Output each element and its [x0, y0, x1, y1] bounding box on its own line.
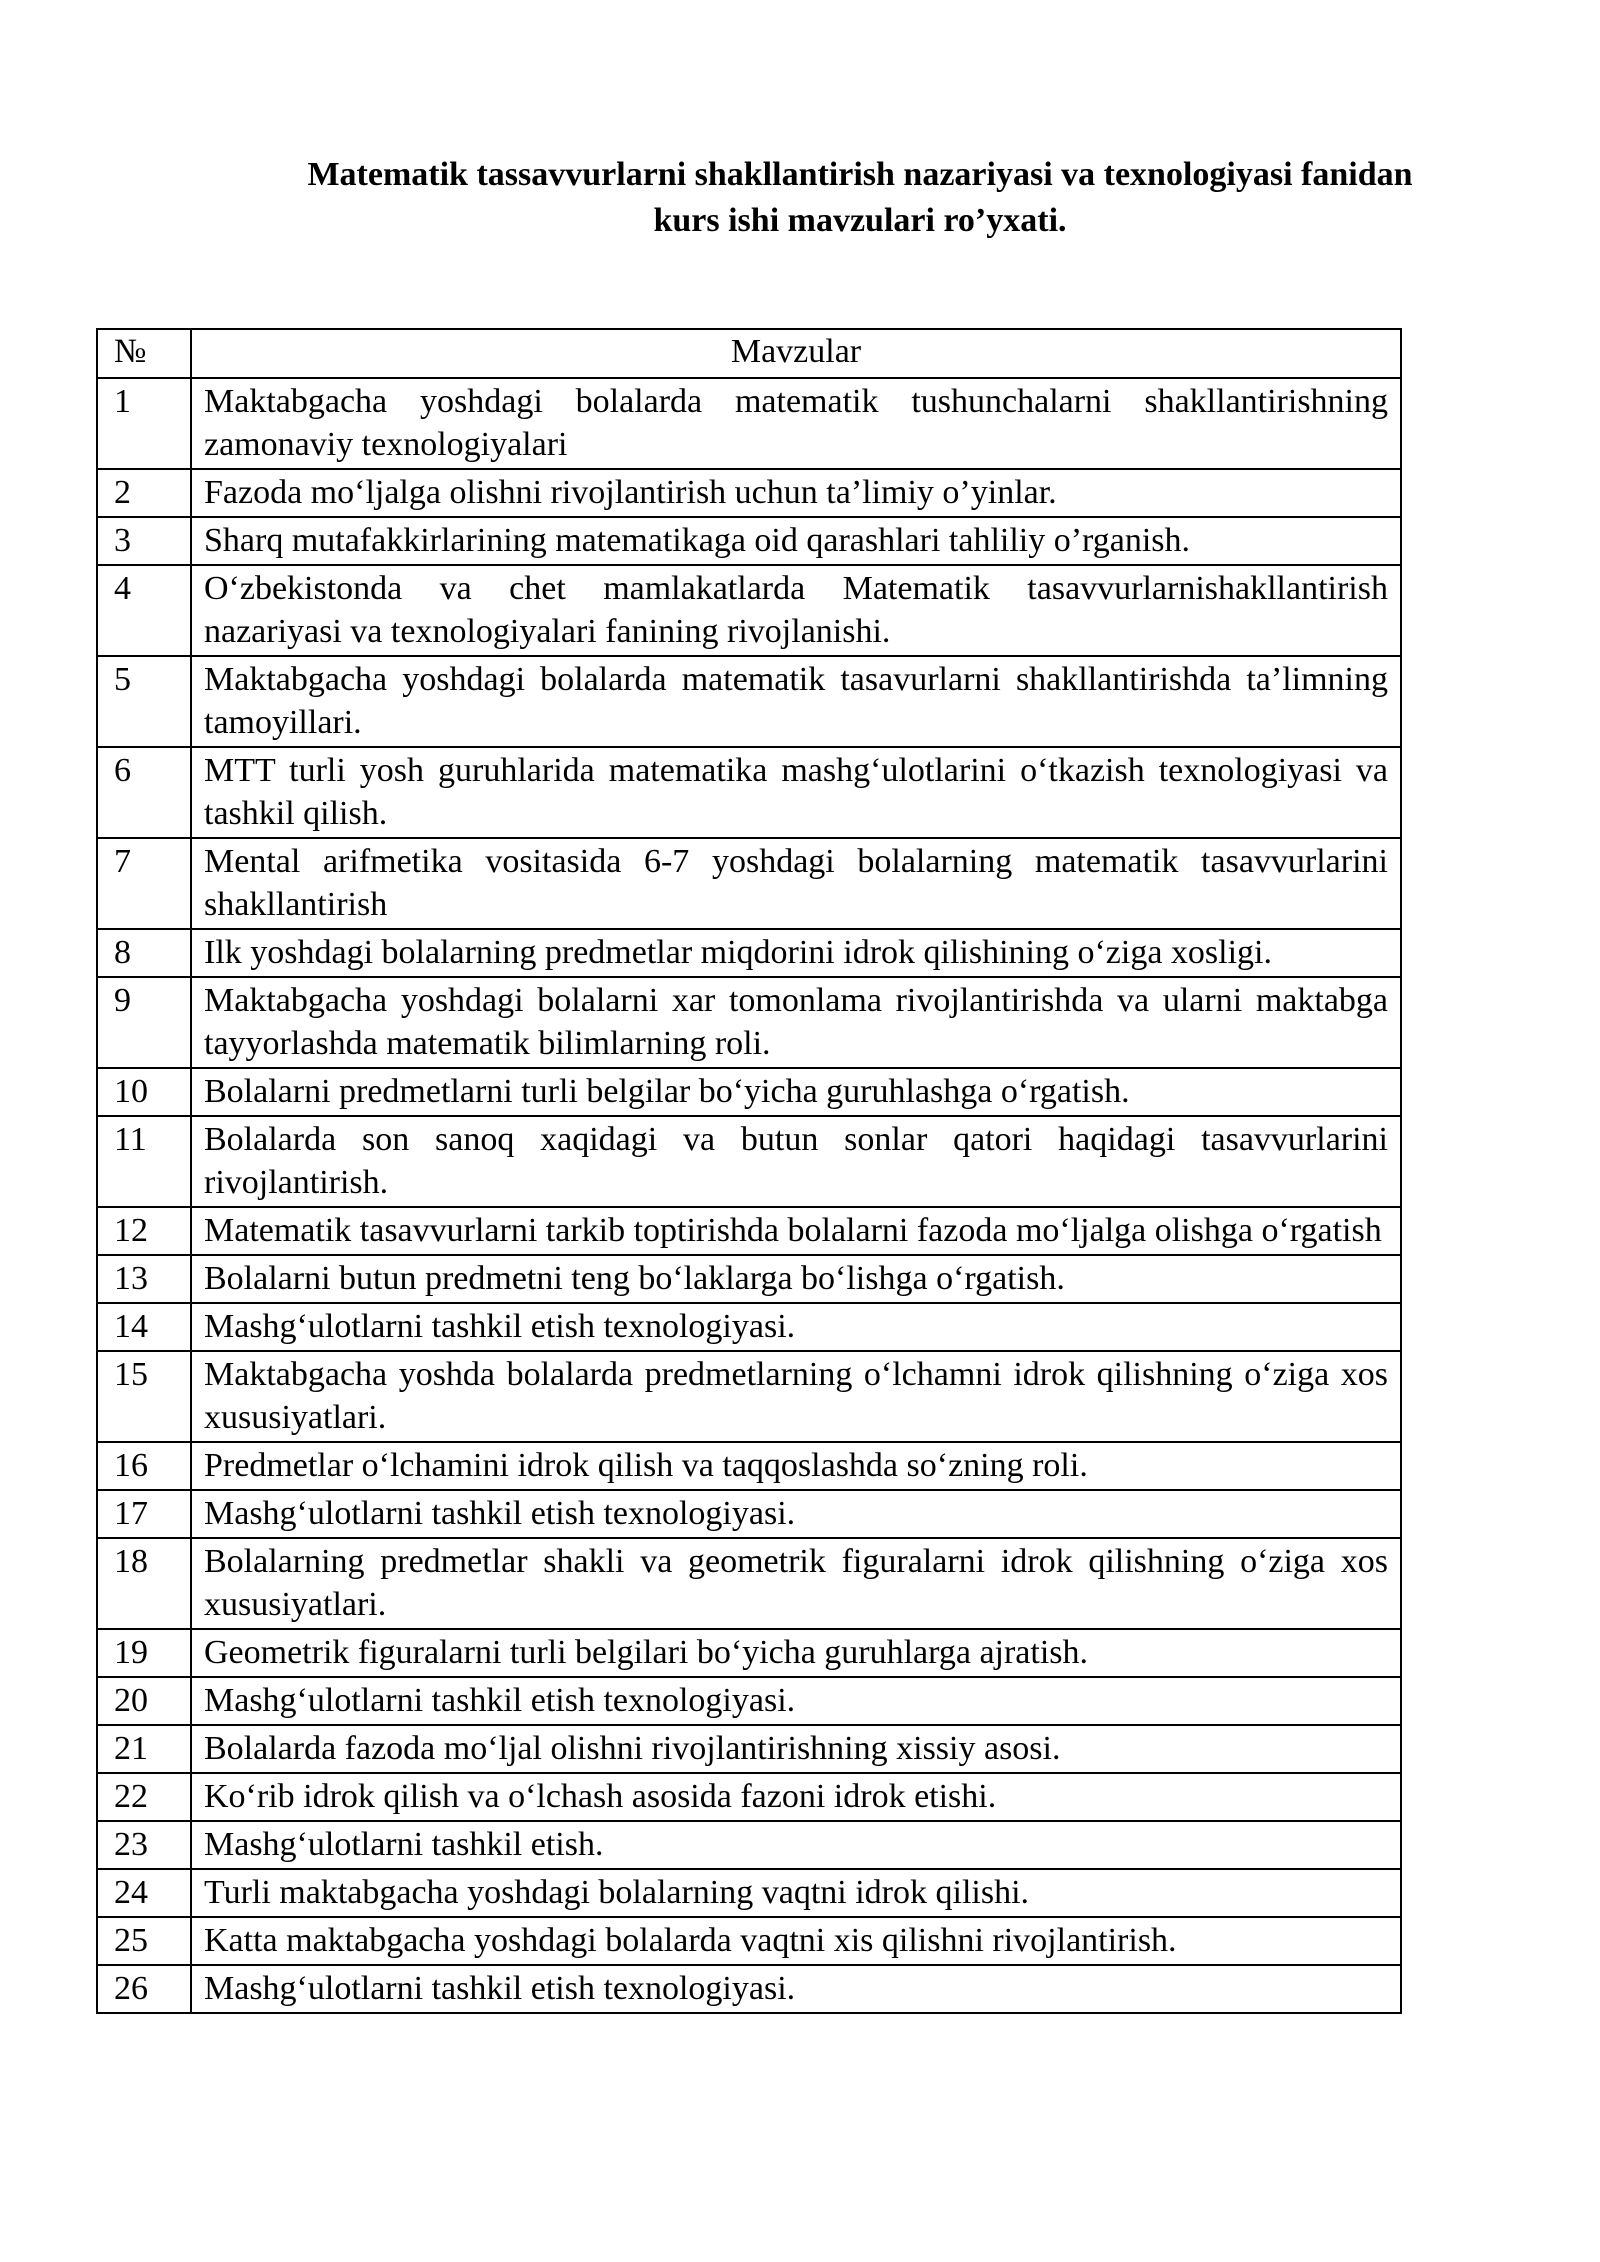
row-topic-cell: Mashg‘ulotlarni tashkil etish texnologiyasi. [191, 1303, 1401, 1351]
table-row [97, 1068, 1401, 1116]
header-number-cell [97, 329, 191, 378]
row-number-cell: 5 [97, 656, 191, 747]
table-row [97, 517, 1401, 565]
row-number-cell: 14 [97, 1303, 191, 1351]
document-title [240, 152, 1480, 244]
table-row [97, 1917, 1401, 1965]
row-topic-cell: MTT turli yosh guruhlarida matematika mashg‘ulotlarini o‘tkazish texnologiyasi va tashkil qilish. [191, 747, 1401, 838]
table-row [97, 747, 1401, 838]
row-number-cell: 17 [97, 1490, 191, 1538]
title-line-2: kurs ishi mavzulari ro’yxati. [653, 202, 1067, 239]
table-row [97, 1725, 1401, 1773]
header-number-label: № [114, 333, 147, 370]
row-number-cell: 15 [97, 1351, 191, 1442]
row-number-cell: 2 [97, 469, 191, 517]
row-number-cell: 4 [97, 565, 191, 656]
row-number-cell: 12 [97, 1207, 191, 1255]
table-row [97, 1351, 1401, 1442]
row-topic-cell: Matematik tasavvurlarni tarkib toptirishda bolalarni fazoda mo‘ljalga olishga o‘rgatish [191, 1207, 1401, 1255]
row-number-cell: 24 [97, 1869, 191, 1917]
row-number-cell: 16 [97, 1442, 191, 1490]
table-row [97, 1677, 1401, 1725]
row-topic-cell: O‘zbekistonda va chet mamlakatlarda Matematik tasavvurlarnishakllantirish nazariyasi va texnologiyalari fanining rivojlanishi. [191, 565, 1401, 656]
row-topic-cell: Maktabgacha yoshda bolalarda predmetlarning o‘lchamni idrok qilishning o‘ziga xos xususiyatlari. [191, 1351, 1401, 1442]
table-row [97, 1442, 1401, 1490]
row-topic-cell: Bolalarni butun predmetni teng bo‘laklarga bo‘lishga o‘rgatish. [191, 1255, 1401, 1303]
table-row [97, 838, 1401, 929]
table-row [97, 378, 1401, 469]
table-row [97, 1303, 1401, 1351]
table-row [97, 929, 1401, 977]
row-number-cell: 22 [97, 1773, 191, 1821]
row-topic-cell: Bolalarda son sanoq xaqidagi va butun sonlar qatori haqidagi tasavvurlarini rivojlantirish. [191, 1116, 1401, 1207]
row-topic-cell: Bolalarni predmetlarni turli belgilar bo‘yicha guruhlashga o‘rgatish. [191, 1068, 1401, 1116]
table-row [97, 1490, 1401, 1538]
row-topic-cell: Predmetlar o‘lchamini idrok qilish va taqqoslashda so‘zning roli. [191, 1442, 1401, 1490]
table-row [97, 1538, 1401, 1629]
table-row [97, 656, 1401, 747]
header-topic-label: Mavzular [730, 333, 862, 370]
table-row [97, 977, 1401, 1068]
table-row [97, 1965, 1401, 2013]
table-row [97, 1255, 1401, 1303]
table-header-row [97, 329, 1401, 378]
table-row [97, 1207, 1401, 1255]
row-topic-cell: Fazoda mo‘ljalga olishni rivojlantirish uchun ta’limiy o’yinlar. [191, 469, 1401, 517]
table-row [97, 1821, 1401, 1869]
row-topic-cell: Bolalarning predmetlar shakli va geometrik figuralarni idrok qilishning o‘ziga xos xususiyatlari. [191, 1538, 1401, 1629]
row-topic-cell: Katta maktabgacha yoshdagi bolalarda vaqtni xis qilishni rivojlantirish. [191, 1917, 1401, 1965]
row-number-cell: 10 [97, 1068, 191, 1116]
row-number-cell: 20 [97, 1677, 191, 1725]
row-number-cell: 8 [97, 929, 191, 977]
row-topic-cell: Mashg‘ulotlarni tashkil etish texnologiyasi. [191, 1677, 1401, 1725]
row-number-cell: 19 [97, 1629, 191, 1677]
row-topic-cell: Maktabgacha yoshdagi bolalarda matematik tushunchalarni shakllantirishning zamonaviy texnologiyalari [191, 378, 1401, 469]
row-number-cell: 13 [97, 1255, 191, 1303]
table-row [97, 565, 1401, 656]
table-row [97, 1629, 1401, 1677]
row-number-cell: 11 [97, 1116, 191, 1207]
row-number-cell: 18 [97, 1538, 191, 1629]
row-topic-cell: Mashg‘ulotlarni tashkil etish texnologiyasi. [191, 1965, 1401, 2013]
row-number-cell: 26 [97, 1965, 191, 2013]
row-topic-cell: Mashg‘ulotlarni tashkil etish texnologiyasi. [191, 1490, 1401, 1538]
row-topic-cell: Sharq mutafakkirlarining matematikaga oid qarashlari tahliliy o’rganish. [191, 517, 1401, 565]
row-number-cell: 1 [97, 378, 191, 469]
row-number-cell: 23 [97, 1821, 191, 1869]
row-topic-cell: Ilk yoshdagi bolalarning predmetlar miqdorini idrok qilishining o‘ziga xosligi. [191, 929, 1401, 977]
row-topic-cell: Mental arifmetika vositasida 6-7 yoshdagi bolalarning matematik tasavvurlarini shakllantirish [191, 838, 1401, 929]
table-row [97, 469, 1401, 517]
row-number-cell: 25 [97, 1917, 191, 1965]
table-row [97, 1869, 1401, 1917]
row-topic-cell: Maktabgacha yoshdagi bolalarni xar tomonlama rivojlantirishda va ularni maktabga tayyorlashda matematik bilimlarning roli. [191, 977, 1401, 1068]
row-topic-cell: Maktabgacha yoshdagi bolalarda matematik tasavurlarni shakllantirishda ta’limning tamoyillari. [191, 656, 1401, 747]
row-number-cell: 21 [97, 1725, 191, 1773]
row-topic-cell: Ko‘rib idrok qilish va o‘lchash asosida fazoni idrok etishi. [191, 1773, 1401, 1821]
table-row [97, 1116, 1401, 1207]
row-number-cell: 3 [97, 517, 191, 565]
row-topic-cell: Bolalarda fazoda mo‘ljal olishni rivojlantirishning xissiy asosi. [191, 1725, 1401, 1773]
row-topic-cell: Turli maktabgacha yoshdagi bolalarning vaqtni idrok qilishi. [191, 1869, 1401, 1917]
row-number-cell: 6 [97, 747, 191, 838]
title-line-1: Matematik tassavvurlarni shakllantirish nazariyasi va texnologiyasi fanidan [307, 156, 1413, 193]
row-topic-cell: Mashg‘ulotlarni tashkil etish. [191, 1821, 1401, 1869]
row-number-cell: 7 [97, 838, 191, 929]
topics-table [96, 328, 1402, 2014]
row-number-cell: 9 [97, 977, 191, 1068]
table-row [97, 1773, 1401, 1821]
header-topic-cell [191, 329, 1401, 378]
row-topic-cell: Geometrik figuralarni turli belgilari bo‘yicha guruhlarga ajratish. [191, 1629, 1401, 1677]
topics-table-body [97, 329, 1401, 2013]
